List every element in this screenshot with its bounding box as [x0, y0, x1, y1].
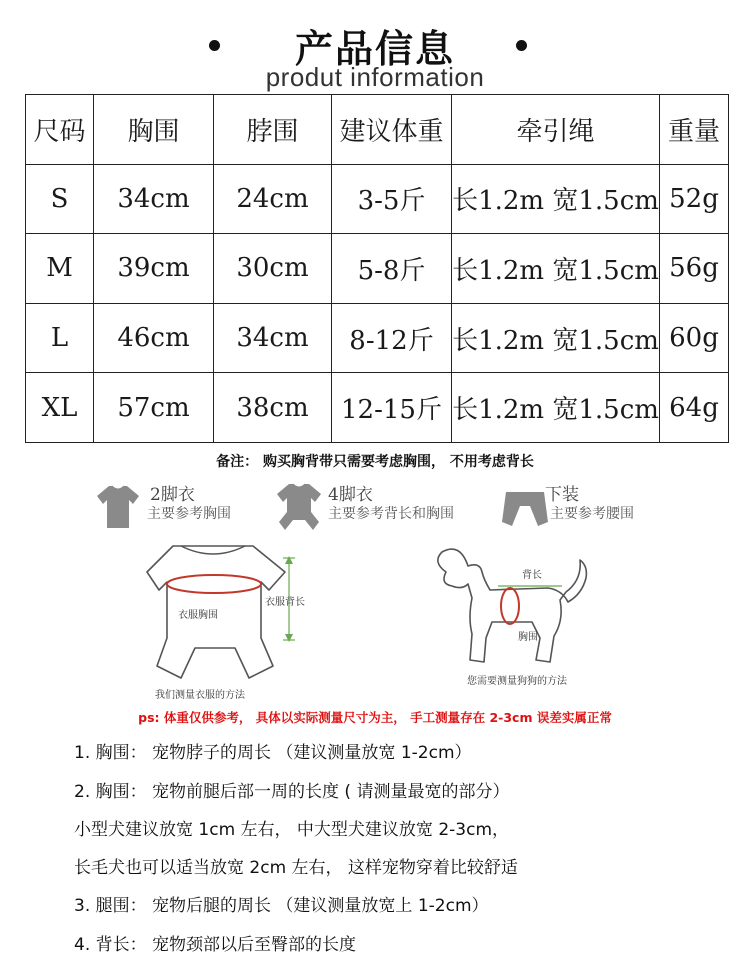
table-cell: 24cm: [214, 164, 332, 234]
instruction-line: 4. 背长： 宠物颈部以后至臀部的长度: [74, 935, 357, 955]
table-header-cell: 脖围: [214, 95, 332, 165]
table-cell: 56g: [660, 234, 729, 304]
garment-type-name: 下装: [545, 485, 579, 505]
table-cell: S: [26, 164, 94, 234]
instruction-line: 2. 胸围： 宠物前腿后部一周的长度 ( 请测量最宽的部分）: [74, 782, 510, 802]
table-cell: 46cm: [94, 303, 214, 373]
clothes-measure-diagram: [145, 540, 330, 685]
page-subtitle: produt information: [265, 62, 485, 92]
title-block: [0, 10, 750, 94]
two-leg-shirt-icon: [95, 482, 141, 532]
measurement-diagrams: [0, 540, 750, 700]
ps-warning: ps: 体重仅供参考， 具体以实际测量尺寸为主， 手工测量存在 2-3cm 误差实属正常: [138, 710, 612, 725]
table-cell: 60g: [660, 303, 729, 373]
dog-chest-label: 胸围: [518, 632, 538, 643]
table-cell: 长1.2m 宽1.5cm: [452, 373, 660, 443]
table-cell: M: [26, 234, 94, 304]
table-cell: 30cm: [214, 234, 332, 304]
clothes-caption: 我们测量衣服的方法: [155, 690, 245, 701]
clothes-chest-label: 衣服胸围: [178, 610, 218, 621]
instruction-line: 3. 腿围： 宠物后腿的周长 （建议测量放宽上 1-2cm）: [74, 896, 489, 916]
table-cell: 64g: [660, 373, 729, 443]
table-cell: L: [26, 303, 94, 373]
page-title: 产品信息: [294, 27, 455, 71]
dog-caption: 您需要测量狗狗的方法: [467, 676, 567, 687]
table-cell: XL: [26, 373, 94, 443]
garment-type-bottom: [500, 478, 670, 538]
table-header-cell: 重量: [660, 95, 729, 165]
dog-back-label: 背长: [522, 570, 542, 581]
table-row: [26, 234, 729, 304]
table-header-cell: 牵引绳: [452, 95, 660, 165]
garment-type-desc: 主要参考背长和胸围: [328, 506, 454, 522]
table-cell: 38cm: [214, 373, 332, 443]
garment-type-name: 2脚衣: [150, 485, 195, 505]
note-text: 备注： 购买胸背带只需要考虑胸围， 不用考虑背长: [216, 454, 534, 470]
garment-type-desc: 主要参考胸围: [147, 506, 231, 522]
table-cell: 34cm: [214, 303, 332, 373]
table-header-cell: 建议体重: [332, 95, 452, 165]
table-cell: 52g: [660, 164, 729, 234]
four-leg-shirt-icon: [275, 482, 323, 536]
table-cell: 12-15斤: [332, 373, 452, 443]
instruction-line: 1. 胸围： 宠物脖子的周长 （建议测量放宽 1-2cm）: [74, 743, 472, 763]
garment-type-4-leg: [275, 478, 505, 538]
table-cell: 39cm: [94, 234, 214, 304]
table-cell: 3-5斤: [332, 164, 452, 234]
table-header-cell: 尺码: [26, 95, 94, 165]
table-cell: 长1.2m 宽1.5cm: [452, 164, 660, 234]
table-row: [26, 164, 729, 234]
table-cell: 长1.2m 宽1.5cm: [452, 303, 660, 373]
garment-type-2-leg: [95, 478, 265, 538]
garment-types: [0, 478, 750, 538]
clothes-back-label: 衣服背长: [265, 597, 305, 608]
instruction-line: 长毛犬也可以适当放宽 2cm 左右， 这样宠物穿着比较舒适: [74, 858, 518, 878]
dog-measure-diagram: [432, 540, 602, 670]
table-row: [26, 373, 729, 443]
table-cell: 34cm: [94, 164, 214, 234]
table-cell: 57cm: [94, 373, 214, 443]
garment-type-name: 4脚衣: [328, 485, 373, 505]
table-cell: 8-12斤: [332, 303, 452, 373]
table-row: [26, 303, 729, 373]
instruction-line: 小型犬建议放宽 1cm 左右， 中大型犬建议放宽 2-3cm，: [74, 820, 510, 840]
size-table: [25, 94, 729, 443]
pants-icon: [500, 482, 550, 532]
table-header-row: [26, 95, 729, 165]
table-cell: 5-8斤: [332, 234, 452, 304]
table-cell: 长1.2m 宽1.5cm: [452, 234, 660, 304]
garment-type-desc: 主要参考腰围: [550, 506, 634, 522]
table-header-cell: 胸围: [94, 95, 214, 165]
bullet-dot-right: [516, 40, 527, 51]
